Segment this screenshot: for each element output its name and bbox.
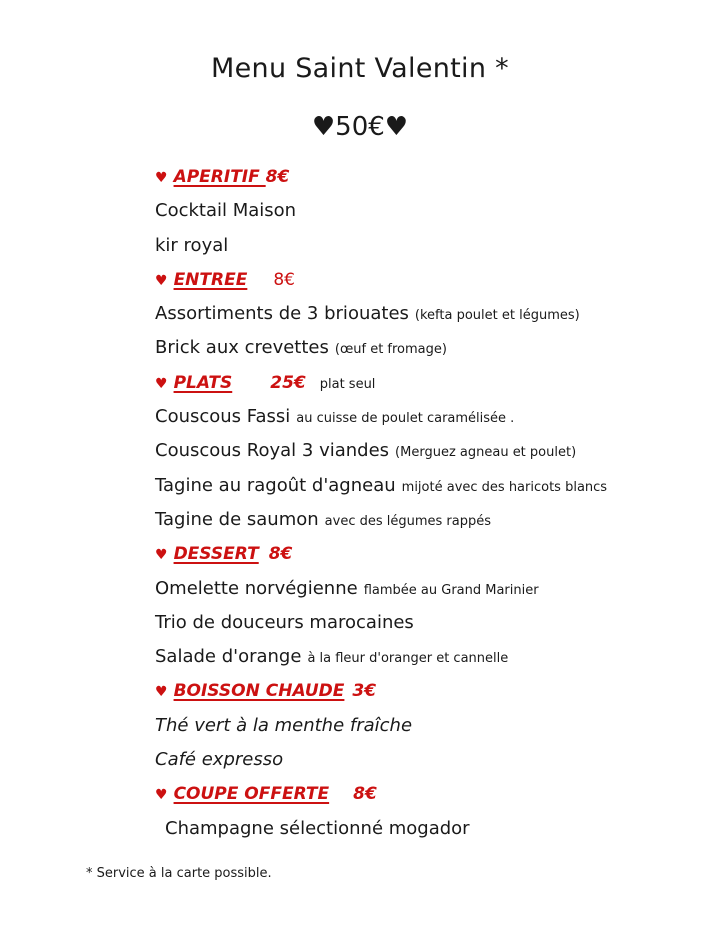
item-name: Tagine de saumon xyxy=(155,508,319,530)
section-name: DESSERT xyxy=(173,544,259,565)
item-note: (Merguez agneau et poulet) xyxy=(395,445,577,461)
menu-item: Café expresso xyxy=(155,749,284,771)
menu-item xyxy=(155,503,715,537)
section-coupe-offerte xyxy=(155,777,715,811)
menu-item xyxy=(155,331,715,365)
item-note: (œuf et fromage) xyxy=(334,342,447,358)
menu-item: kir royal xyxy=(155,234,229,256)
menu-item: Champagne sélectionné mogador xyxy=(165,817,470,839)
section-price: 8€ xyxy=(268,544,293,565)
section-plats xyxy=(155,366,715,400)
menu-item: Trio de douceurs marocaines xyxy=(155,611,414,633)
section-price: 8€ xyxy=(265,167,290,187)
item-name: Couscous Fassi xyxy=(155,406,291,428)
section-price: 25€ xyxy=(270,372,306,393)
menu-item xyxy=(155,469,715,503)
section-dessert xyxy=(155,537,715,571)
menu-item: Cocktail Maison xyxy=(155,200,297,222)
heart-icon: ♥ xyxy=(155,547,168,564)
section-name: APERITIF xyxy=(173,167,266,187)
menu-item xyxy=(155,434,715,468)
menu-item xyxy=(155,640,715,674)
heart-icon: ♥ xyxy=(155,170,168,186)
section-price: 8€ xyxy=(353,784,377,805)
menu-item: Thé vert à la menthe fraîche xyxy=(155,714,413,736)
item-note: avec des légumes rappés xyxy=(324,513,492,529)
item-note: à la fleur d'oranger et cannelle xyxy=(307,651,509,667)
menu-list xyxy=(155,160,715,846)
section-price: 8€ xyxy=(273,269,295,290)
heart-icon: ♥ xyxy=(155,375,168,392)
section-aperitif xyxy=(155,160,715,194)
section-name: BOISSON CHAUDE xyxy=(173,681,345,702)
section-name: ENTREE xyxy=(173,269,248,290)
item-name: Salade d'orange xyxy=(155,646,302,668)
section-note: plat seul xyxy=(319,376,376,392)
heart-icon: ♥ xyxy=(155,787,168,804)
section-name: COUPE OFFERTE xyxy=(173,784,330,805)
section-name: PLATS xyxy=(173,372,233,393)
page-title: Menu Saint Valentin * xyxy=(211,53,509,84)
heart-icon: ♥ xyxy=(155,684,168,701)
menu-price: ♥50€♥ xyxy=(311,112,409,142)
item-name: Couscous Royal 3 viandes xyxy=(155,440,390,462)
section-price: 3€ xyxy=(352,681,377,702)
section-boisson-chaude xyxy=(155,674,715,708)
item-note: mijoté avec des haricots blancs xyxy=(401,479,608,495)
menu-item xyxy=(155,572,715,606)
item-note: au cuisse de poulet caramélisée . xyxy=(296,411,515,427)
item-name: Tagine au ragoût d'agneau xyxy=(155,474,396,496)
footer-note: * Service à la carte possible. xyxy=(86,866,272,881)
item-name: Assortiments de 3 briouates xyxy=(155,303,409,325)
item-note: flambée au Grand Marinier xyxy=(363,582,539,598)
item-note: (kefta poulet et légumes) xyxy=(414,308,580,324)
menu-item xyxy=(155,400,715,434)
item-name: Brick aux crevettes xyxy=(155,337,329,359)
section-entree xyxy=(155,263,715,297)
heart-icon: ♥ xyxy=(155,272,168,289)
menu-item xyxy=(155,297,715,331)
item-name: Omelette norvégienne xyxy=(155,577,358,599)
